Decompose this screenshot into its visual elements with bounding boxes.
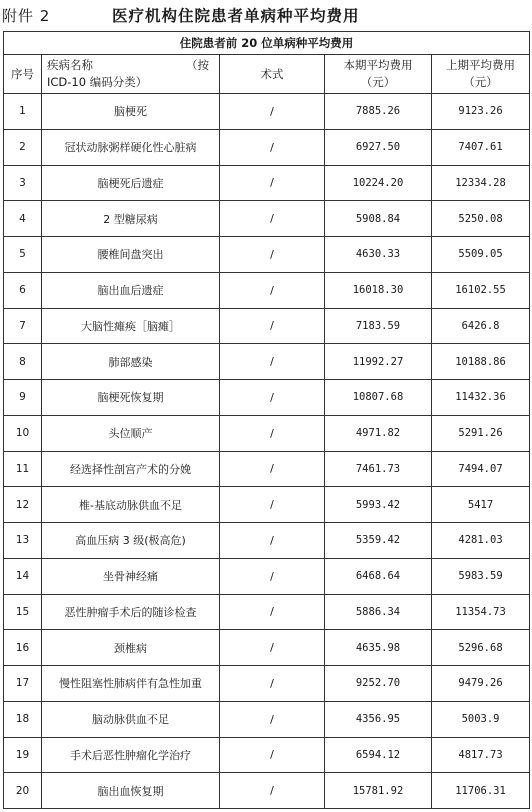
row-current-cost: 4356.95 <box>325 701 432 737</box>
row-current-cost: 6927.50 <box>325 129 432 165</box>
row-index: 6 <box>4 272 42 308</box>
row-disease-name: 2 型糖尿病 <box>42 201 220 237</box>
document-title: 医疗机构住院患者单病种平均费用 <box>112 7 360 25</box>
row-current-cost: 4630.33 <box>325 237 432 273</box>
col-header-name <box>42 55 220 94</box>
table-row <box>4 451 530 487</box>
row-index: 14 <box>4 558 42 594</box>
row-procedure: / <box>220 487 325 523</box>
row-procedure: / <box>220 737 325 773</box>
col-header-procedure: 术式 <box>220 55 325 94</box>
row-procedure: / <box>220 666 325 702</box>
col-header-previous <box>432 55 530 94</box>
row-disease-name: 脑梗死后遗症 <box>42 165 220 201</box>
row-disease-name: 经选择性剖宫产术的分娩 <box>42 451 220 487</box>
row-procedure: / <box>220 237 325 273</box>
col-header-name-line2: ICD-10 编码分类） <box>47 75 148 89</box>
table-row <box>4 415 530 451</box>
row-previous-cost: 4817.73 <box>432 737 530 773</box>
col-header-previous-line1: 上期平均费用 <box>446 58 516 72</box>
row-index: 3 <box>4 165 42 201</box>
row-index: 12 <box>4 487 42 523</box>
row-current-cost: 7461.73 <box>325 451 432 487</box>
row-current-cost: 5359.42 <box>325 523 432 559</box>
row-index: 11 <box>4 451 42 487</box>
row-index: 9 <box>4 380 42 416</box>
table-row <box>4 487 530 523</box>
col-header-name-line1-right: （按 <box>186 58 209 72</box>
cost-table <box>3 31 530 809</box>
row-procedure: / <box>220 308 325 344</box>
row-previous-cost: 10188.86 <box>432 344 530 380</box>
row-disease-name: 脑动脉供血不足 <box>42 701 220 737</box>
row-disease-name: 脑出血恢复期 <box>42 773 220 809</box>
row-previous-cost: 5509.05 <box>432 237 530 273</box>
col-header-current-line2: （元） <box>360 75 396 89</box>
row-current-cost: 9252.70 <box>325 666 432 702</box>
row-index: 8 <box>4 344 42 380</box>
row-current-cost: 7885.26 <box>325 94 432 130</box>
row-current-cost: 6468.64 <box>325 558 432 594</box>
row-index: 7 <box>4 308 42 344</box>
table-row <box>4 630 530 666</box>
row-procedure: / <box>220 701 325 737</box>
row-current-cost: 5993.42 <box>325 487 432 523</box>
row-index: 19 <box>4 737 42 773</box>
row-disease-name: 冠状动脉粥样硬化性心脏病 <box>42 129 220 165</box>
document-header <box>0 0 532 30</box>
row-previous-cost: 9123.26 <box>432 94 530 130</box>
table-header-row <box>4 55 530 94</box>
row-procedure: / <box>220 94 325 130</box>
row-disease-name: 手术后恶性肿瘤化学治疗 <box>42 737 220 773</box>
table-row <box>4 380 530 416</box>
row-previous-cost: 9479.26 <box>432 666 530 702</box>
row-procedure: / <box>220 451 325 487</box>
table-row <box>4 666 530 702</box>
row-procedure: / <box>220 201 325 237</box>
row-previous-cost: 5296.68 <box>432 630 530 666</box>
col-header-index: 序号 <box>4 55 42 94</box>
table-row <box>4 237 530 273</box>
row-previous-cost: 11706.31 <box>432 773 530 809</box>
row-previous-cost: 11354.73 <box>432 594 530 630</box>
row-current-cost: 5886.34 <box>325 594 432 630</box>
table-row <box>4 201 530 237</box>
row-procedure: / <box>220 594 325 630</box>
row-procedure: / <box>220 129 325 165</box>
row-procedure: / <box>220 272 325 308</box>
col-header-previous-line2: （元） <box>463 75 498 89</box>
row-procedure: / <box>220 344 325 380</box>
row-previous-cost: 4281.03 <box>432 523 530 559</box>
table-row <box>4 773 530 809</box>
table-row <box>4 272 530 308</box>
row-previous-cost: 5250.08 <box>432 201 530 237</box>
row-index: 5 <box>4 237 42 273</box>
row-procedure: / <box>220 523 325 559</box>
row-previous-cost: 5417 <box>432 487 530 523</box>
row-index: 4 <box>4 201 42 237</box>
row-previous-cost: 7494.07 <box>432 451 530 487</box>
row-procedure: / <box>220 380 325 416</box>
table-row <box>4 594 530 630</box>
row-previous-cost: 12334.28 <box>432 165 530 201</box>
row-disease-name: 高血压病 3 级(极高危) <box>42 523 220 559</box>
row-current-cost: 11992.27 <box>325 344 432 380</box>
row-disease-name: 坐骨神经痛 <box>42 558 220 594</box>
row-disease-name: 椎-基底动脉供血不足 <box>42 487 220 523</box>
row-disease-name: 脑梗死恢复期 <box>42 380 220 416</box>
row-disease-name: 肺部感染 <box>42 344 220 380</box>
row-current-cost: 4971.82 <box>325 415 432 451</box>
row-previous-cost: 11432.36 <box>432 380 530 416</box>
row-procedure: / <box>220 165 325 201</box>
table-body <box>4 94 530 809</box>
row-index: 10 <box>4 415 42 451</box>
row-previous-cost: 16102.55 <box>432 272 530 308</box>
row-disease-name: 头位顺产 <box>42 415 220 451</box>
row-current-cost: 4635.98 <box>325 630 432 666</box>
attachment-label: 附件 2 <box>2 7 51 25</box>
row-index: 16 <box>4 630 42 666</box>
row-index: 15 <box>4 594 42 630</box>
table-caption: 住院患者前 20 位单病种平均费用 <box>4 32 530 55</box>
row-previous-cost: 5003.9 <box>432 701 530 737</box>
row-disease-name: 腰椎间盘突出 <box>42 237 220 273</box>
row-current-cost: 5908.84 <box>325 201 432 237</box>
col-header-current <box>325 55 432 94</box>
table-row <box>4 94 530 130</box>
row-procedure: / <box>220 773 325 809</box>
row-current-cost: 6594.12 <box>325 737 432 773</box>
row-disease-name: 慢性阻塞性肺病伴有急性加重 <box>42 666 220 702</box>
row-current-cost: 10807.68 <box>325 380 432 416</box>
row-procedure: / <box>220 558 325 594</box>
table-row <box>4 737 530 773</box>
row-procedure: / <box>220 630 325 666</box>
table-row <box>4 129 530 165</box>
row-current-cost: 15781.92 <box>325 773 432 809</box>
table-row <box>4 308 530 344</box>
row-index: 20 <box>4 773 42 809</box>
row-procedure: / <box>220 415 325 451</box>
row-index: 13 <box>4 523 42 559</box>
row-previous-cost: 5983.59 <box>432 558 530 594</box>
table-row <box>4 344 530 380</box>
col-header-current-line1: 本期平均费用 <box>343 58 413 72</box>
row-previous-cost: 6426.8 <box>432 308 530 344</box>
row-index: 17 <box>4 666 42 702</box>
row-previous-cost: 7407.61 <box>432 129 530 165</box>
row-current-cost: 10224.20 <box>325 165 432 201</box>
table-row <box>4 165 530 201</box>
col-header-name-line1: 疾病名称 <box>47 58 93 72</box>
row-index: 1 <box>4 94 42 130</box>
table-row <box>4 523 530 559</box>
row-disease-name: 颈椎病 <box>42 630 220 666</box>
row-index: 18 <box>4 701 42 737</box>
row-disease-name: 脑梗死 <box>42 94 220 130</box>
row-current-cost: 7183.59 <box>325 308 432 344</box>
row-index: 2 <box>4 129 42 165</box>
row-disease-name: 恶性肿瘤手术后的随诊检查 <box>42 594 220 630</box>
table-row <box>4 558 530 594</box>
row-current-cost: 16018.30 <box>325 272 432 308</box>
row-disease-name: 大脑性瘫痪［脑瘫］ <box>42 308 220 344</box>
table-row <box>4 701 530 737</box>
row-previous-cost: 5291.26 <box>432 415 530 451</box>
row-disease-name: 脑出血后遗症 <box>42 272 220 308</box>
